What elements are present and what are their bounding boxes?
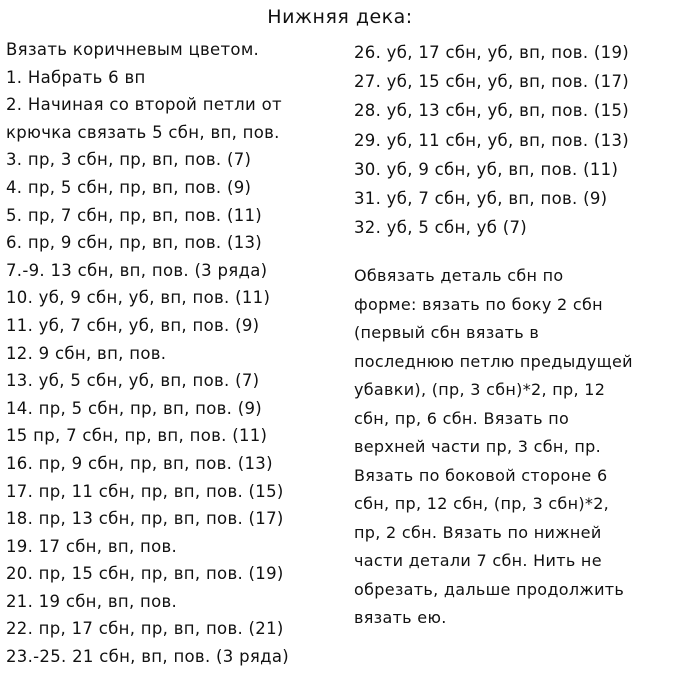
instruction-line: 18. пр, 13 сбн, пр, вп, пов. (17) <box>6 509 284 529</box>
instruction-line: 13. уб, 5 сбн, уб, вп, пов. (7) <box>6 371 260 391</box>
instruction-line: 6. пр, 9 сбн, пр, вп, пов. (13) <box>6 233 263 253</box>
instruction-line: 15 пр, 7 сбн, пр, вп, пов. (11) <box>6 426 268 446</box>
instruction-line: 7.-9. 13 сбн, вп, пов. (3 ряда) <box>6 260 268 280</box>
note-line: части детали 7 сбн. Нить не <box>354 551 602 570</box>
instructions-left-column <box>6 36 346 671</box>
instruction-line: 23.-25. 21 сбн, вп, пов. (3 ряда) <box>6 647 289 667</box>
instructions-right-column <box>354 38 676 242</box>
instruction-line: 16. пр, 9 сбн, пр, вп, пов. (13) <box>6 453 273 473</box>
finishing-note <box>354 262 676 633</box>
note-line: форме: вязать по боку 2 сбн <box>354 294 603 314</box>
instruction-line: 32. уб, 5 сбн, уб (7) <box>354 218 528 238</box>
note-line: убавки), (пр, 3 сбн)*2, пр, 12 <box>354 380 606 399</box>
instruction-line: 28. уб, 13 сбн, уб, вп, пов. (15) <box>354 101 629 121</box>
note-line: верхней части пр, 3 сбн, пр. <box>354 437 602 456</box>
instruction-line: 1. Набрать 6 вп <box>6 67 146 87</box>
instruction-line: 22. пр, 17 сбн, пр, вп, пов. (21) <box>6 619 284 639</box>
note-line: сбн, пр, 12 сбн, (пр, 3 сбн)*2, <box>354 494 610 513</box>
page-title: Нижняя дека: <box>267 6 413 28</box>
instruction-line: 12. 9 сбн, вп, пов. <box>6 343 167 363</box>
instruction-line: 5. пр, 7 сбн, пр, вп, пов. (11) <box>6 205 263 225</box>
instruction-line: 2. Начиная со второй петли от <box>6 95 282 115</box>
note-line: вязать ею. <box>354 608 447 627</box>
instruction-line: 20. пр, 15 сбн, пр, вп, пов. (19) <box>6 564 284 584</box>
instruction-line: Вязать коричневым цветом. <box>6 40 260 59</box>
instruction-line: 17. пр, 11 сбн, пр, вп, пов. (15) <box>6 481 284 501</box>
instruction-line: 14. пр, 5 сбн, пр, вп, пов. (9) <box>6 398 263 418</box>
instruction-line: крючка связать 5 сбн, вп, пов. <box>6 122 280 142</box>
note-line: Вязать по боковой стороне 6 <box>354 465 608 485</box>
note-line: Обвязать деталь сбн по <box>354 266 564 285</box>
note-line: (первый сбн вязать в <box>354 323 540 342</box>
instruction-line: 29. уб, 11 сбн, уб, вп, пов. (13) <box>354 130 629 150</box>
instruction-line: 27. уб, 15 сбн, уб, вп, пов. (17) <box>354 72 629 92</box>
note-line: сбн, пр, 6 сбн. Вязать по <box>354 408 570 428</box>
instruction-line: 3. пр, 3 сбн, пр, вп, пов. (7) <box>6 150 252 170</box>
instruction-line: 11. уб, 7 сбн, уб, вп, пов. (9) <box>6 315 260 335</box>
instruction-line: 19. 17 сбн, вп, пов. <box>6 536 178 556</box>
note-line: обрезать, дальше продолжить <box>354 579 625 599</box>
instruction-line: 10. уб, 9 сбн, уб, вп, пов. (11) <box>6 288 271 308</box>
instruction-line: 31. уб, 7 сбн, уб, вп, пов. (9) <box>354 188 608 208</box>
instruction-line: 21. 19 сбн, вп, пов. <box>6 591 178 611</box>
note-line: пр, 2 сбн. Вязать по нижней <box>354 522 602 542</box>
instruction-line: 26. уб, 17 сбн, уб, вп, пов. (19) <box>354 43 629 62</box>
instruction-line: 4. пр, 5 сбн, пр, вп, пов. (9) <box>6 177 252 197</box>
instruction-line: 30. уб, 9 сбн, уб, вп, пов. (11) <box>354 159 619 179</box>
note-line: последнюю петлю предыдущей <box>354 351 633 371</box>
